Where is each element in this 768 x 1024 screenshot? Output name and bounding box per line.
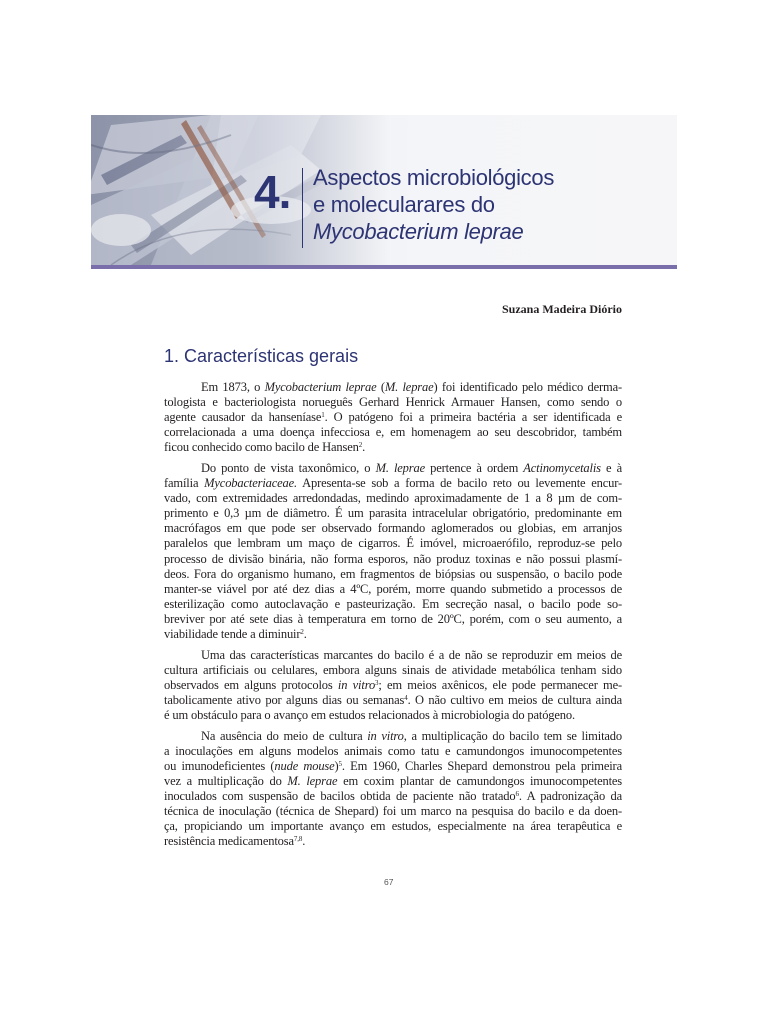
paragraph <box>164 648 622 723</box>
paragraph-line: viabilidade tende a diminuir$^2$. <box>164 627 307 641</box>
paragraph-line: Uma das características marcantes do bacilo é a de não se reproduzir em meios de <box>201 647 622 662</box>
paragraph-line: paralelos que lembram um maço de cigarros. É imóvel, microaerófilo, reproduz-se pelo <box>164 536 622 551</box>
page-number: 67 <box>384 877 394 887</box>
author-name: Suzana Madeira Diório <box>502 302 622 316</box>
paragraph-line: família Mycobacteriaceae. Apresenta-se sob a forma de bacilo reto ou levemente encur- <box>164 476 622 491</box>
paragraph-line: a inoculações em alguns modelos animais como tatu e camundongos imunocompetentes <box>164 743 622 758</box>
chapter-title <box>313 164 554 245</box>
paragraph-line: vez a multiplicação do M. leprae em coxim plantar de camundongos imunocompetentes <box>164 773 623 788</box>
paragraph-line: macrófagos em que pode ser observado formando aglomerados ou globias, em arranjos <box>164 521 622 536</box>
paragraph-line: resistência medicamentosa$^{7,8}$. <box>164 834 306 849</box>
paragraph-line: ça, propiciando um importante avanço em estudos, especialmente na área terapêutica e <box>164 819 622 834</box>
paragraph-line: tabolicamente ativo por alguns dias ou semanas$^4$. O não cultivo em meios de cultura ainda <box>164 692 622 707</box>
paragraph-line: inoculados com suspensão de bacilos obtida de paciente não tratado$^6$. A padronização da <box>164 788 622 803</box>
chapter-number: 4. <box>254 166 291 218</box>
paragraph-line: Na ausência do meio de cultura in vitro, a multiplicação do bacilo tem se limitado <box>201 728 622 743</box>
paragraph-line: manter-se viável por até dez dias a 4ºC, porém, morre quando submetido a processos de <box>164 581 622 596</box>
paragraph-line: observados em alguns protocolos in vitro$^3$; em meios axênicos, ele pode permanecer me- <box>164 677 622 692</box>
paragraph-line: tologista e bacteriologista norueguês Gerhard Henrick Armauer Hansen, como sendo o <box>164 395 622 410</box>
paragraph-line: Do ponto de vista taxonômico, o M. leprae pertence à ordem Actinomycetalis e à <box>201 460 622 475</box>
paragraph-line: vado, com extremidades arredondadas, medindo aproximadamente de 1 a 8 µm de com- <box>164 491 622 506</box>
paragraph-line: breviver por até sete dias à temperatura em torno de 20ºC, porém, com o seu aumento, a <box>164 611 622 626</box>
chapter-title-line-1: Aspectos microbiológicos <box>313 165 555 190</box>
paragraph-line: cultura artificiais ou celulares, embora alguns sinais de atividade metabólica tenham sido <box>164 662 622 677</box>
paragraph <box>164 729 622 850</box>
banner-rule <box>91 265 677 269</box>
body-text <box>164 380 622 855</box>
paragraph-line: ou imunodeficientes (nude mouse)$^5$. Em 1960, Charles Shepard demonstrou pela primeira <box>164 758 622 773</box>
section-heading: 1. Características gerais <box>164 346 359 366</box>
paragraph <box>164 461 622 642</box>
paragraph-line: é um obstáculo para o avanço em estudos relacionados à microbiologia do patógeno. <box>164 707 575 722</box>
paragraph-line: Em 1873, o Mycobacterium leprae (M. leprae) foi identificado pelo médico derma- <box>201 380 622 394</box>
paragraph-line: agente causador da hanseníase$^1$. O patógeno foi a primeira bactéria a ser identificada e <box>164 410 622 425</box>
paragraph-line: ficou conhecido como bacilo de Hansen$^2$. <box>164 440 366 455</box>
paragraph-line: deos. Fora do organismo humano, em fragmentos de biópsias ou suspensão, o bacilo pode <box>164 566 622 581</box>
chapter-title-line-2: e molecularares do <box>313 192 495 217</box>
paragraph-line: esterilização como autoclavação e pasteurização. Em secreção nasal, o bacilo pode so- <box>164 596 622 611</box>
paragraph <box>164 380 622 455</box>
chapter-title-line-3: Mycobacterium leprae <box>313 219 524 244</box>
title-divider <box>302 168 303 248</box>
paragraph-line: primento e 0,3 µm de diâmetro. É um parasita intracelular obrigatório, predominante em <box>164 506 622 521</box>
paragraph-line: técnica de inoculação (técnica de Shepard) foi um marco na pesquisa do bacilo e da doen- <box>164 804 622 819</box>
paragraph-line: correlacionada a uma doença infecciosa e, em homenagem ao seu descobridor, também <box>164 425 622 440</box>
paragraph-line: processo de divisão binária, não forma esporos, não produz toxinas e não possui plasmí- <box>164 551 622 566</box>
